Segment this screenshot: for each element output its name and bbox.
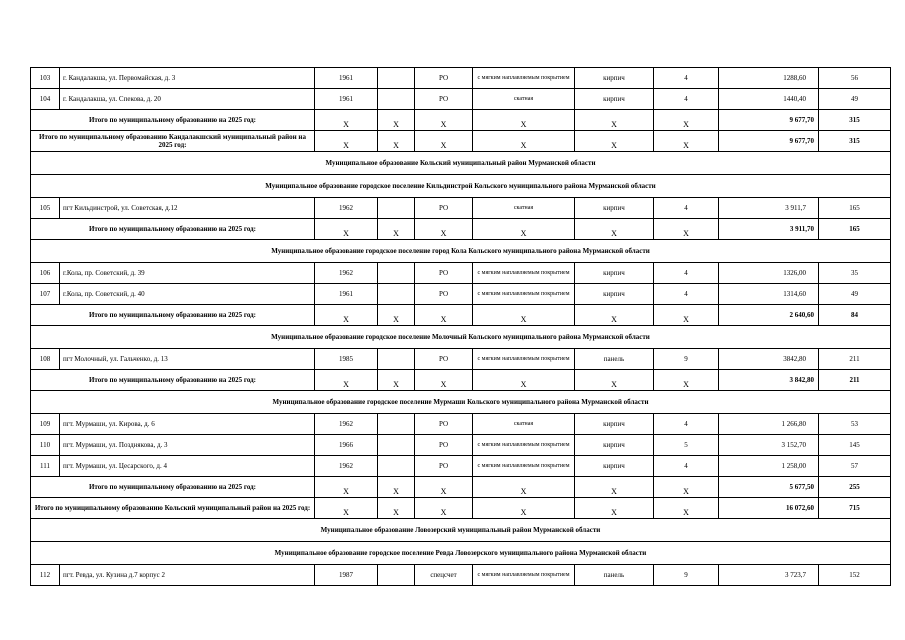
count-cell: 145 bbox=[819, 435, 891, 456]
x-mark-cell: Х bbox=[315, 131, 378, 152]
area-cell: 3 152,70 bbox=[719, 435, 819, 456]
x-mark-cell: Х bbox=[415, 477, 473, 498]
x-mark-cell: Х bbox=[473, 110, 575, 131]
x-mark-cell: Х bbox=[315, 110, 378, 131]
row-number-cell: 108 bbox=[31, 349, 60, 370]
x-mark-cell: Х bbox=[415, 370, 473, 391]
x-mark-cell: Х bbox=[415, 110, 473, 131]
table-row bbox=[31, 456, 891, 477]
table-row bbox=[31, 198, 891, 219]
year-cell: 1985 bbox=[315, 349, 378, 370]
address-cell: г.Кола, пр. Советский, д. 40 bbox=[60, 284, 315, 305]
total-label-cell: Итого по муниципальному образованию Кольский муниципальный район на 2025 год: bbox=[31, 498, 315, 519]
total-count-cell: 315 bbox=[819, 110, 891, 131]
total-count-cell: 211 bbox=[819, 370, 891, 391]
floors-cell: 4 bbox=[654, 456, 719, 477]
roof-type-cell: скатная bbox=[473, 414, 575, 435]
x-mark-cell: Х bbox=[415, 219, 473, 240]
year-cell: 1987 bbox=[315, 565, 378, 586]
total-row bbox=[31, 110, 891, 131]
x-mark-cell: Х bbox=[315, 305, 378, 326]
row-number-cell: 110 bbox=[31, 435, 60, 456]
address-cell: пгт. Мурмаши, ул. Позднякова, д. 3 bbox=[60, 435, 315, 456]
section-header-row bbox=[31, 326, 891, 349]
section-header-cell: Муниципальное образование городское поселение Ревда Ловозерского муниципального района Мурманской области bbox=[31, 542, 891, 565]
table-row bbox=[31, 284, 891, 305]
total-label-cell: Итого по муниципальному образованию на 2025 год: bbox=[31, 477, 315, 498]
roof-type-cell: с мягким наплавляемым покрытием bbox=[473, 263, 575, 284]
area-cell: 1326,00 bbox=[719, 263, 819, 284]
count-cell: 165 bbox=[819, 198, 891, 219]
x-mark-cell: Х bbox=[575, 370, 654, 391]
address-cell: г. Кандалакша, ул. Спекова, д. 20 bbox=[60, 89, 315, 110]
floors-cell: 4 bbox=[654, 414, 719, 435]
fund-type-cell: РО bbox=[415, 349, 473, 370]
address-cell: пгт Кильдинстрой, ул. Советская, д.12 bbox=[60, 198, 315, 219]
count-cell: 53 bbox=[819, 414, 891, 435]
year-cell: 1962 bbox=[315, 456, 378, 477]
year-cell: 1961 bbox=[315, 284, 378, 305]
total-count-cell: 165 bbox=[819, 219, 891, 240]
x-mark-cell: Х bbox=[654, 110, 719, 131]
empty-cell bbox=[378, 456, 415, 477]
area-cell: 3 723,7 bbox=[719, 565, 819, 586]
x-mark-cell: Х bbox=[654, 498, 719, 519]
x-mark-cell: Х bbox=[575, 477, 654, 498]
table-row bbox=[31, 263, 891, 284]
x-mark-cell: Х bbox=[378, 477, 415, 498]
table-row bbox=[31, 349, 891, 370]
floors-cell: 4 bbox=[654, 263, 719, 284]
housing-register-table bbox=[30, 67, 891, 586]
fund-type-cell: РО bbox=[415, 456, 473, 477]
x-mark-cell: Х bbox=[575, 131, 654, 152]
wall-material-cell: кирпич bbox=[575, 456, 654, 477]
section-header-cell: Муниципальное образование городское поселение город Кола Кольского муниципального района Мурманской области bbox=[31, 240, 891, 263]
x-mark-cell: Х bbox=[378, 305, 415, 326]
wall-material-cell: кирпич bbox=[575, 198, 654, 219]
year-cell: 1962 bbox=[315, 198, 378, 219]
year-cell: 1961 bbox=[315, 89, 378, 110]
section-header-row bbox=[31, 519, 891, 542]
year-cell: 1962 bbox=[315, 414, 378, 435]
total-area-cell: 9 677,70 bbox=[719, 131, 819, 152]
fund-type-cell: РО bbox=[415, 89, 473, 110]
wall-material-cell: кирпич bbox=[575, 435, 654, 456]
floors-cell: 5 bbox=[654, 435, 719, 456]
total-row bbox=[31, 131, 891, 152]
area-cell: 3 911,7 bbox=[719, 198, 819, 219]
total-row bbox=[31, 477, 891, 498]
x-mark-cell: Х bbox=[315, 477, 378, 498]
wall-material-cell: кирпич bbox=[575, 284, 654, 305]
x-mark-cell: Х bbox=[378, 131, 415, 152]
total-label-cell: Итого по муниципальному образованию на 2025 год: bbox=[31, 110, 315, 131]
total-count-cell: 315 bbox=[819, 131, 891, 152]
x-mark-cell: Х bbox=[315, 370, 378, 391]
address-cell: пгт. Мурмаши, ул. Кирова, д. 6 bbox=[60, 414, 315, 435]
x-mark-cell: Х bbox=[415, 305, 473, 326]
address-cell: пгт. Мурмаши, ул. Цесарского, д. 4 bbox=[60, 456, 315, 477]
wall-material-cell: кирпич bbox=[575, 263, 654, 284]
fund-type-cell: РО bbox=[415, 198, 473, 219]
table-row bbox=[31, 68, 891, 89]
address-cell: пгт Молочный, ул. Гальченко, д. 13 bbox=[60, 349, 315, 370]
row-number-cell: 109 bbox=[31, 414, 60, 435]
section-header-row bbox=[31, 542, 891, 565]
roof-type-cell: скатная bbox=[473, 198, 575, 219]
row-number-cell: 104 bbox=[31, 89, 60, 110]
x-mark-cell: Х bbox=[654, 477, 719, 498]
wall-material-cell: панель bbox=[575, 349, 654, 370]
housing-register-sheet bbox=[30, 67, 890, 586]
section-header-cell: Муниципальное образование Кольский муниципальный район Мурманской области bbox=[31, 152, 891, 175]
section-header-row bbox=[31, 391, 891, 414]
roof-type-cell: с мягким наплавляемым покрытием bbox=[473, 435, 575, 456]
area-cell: 1 266,80 bbox=[719, 414, 819, 435]
row-number-cell: 107 bbox=[31, 284, 60, 305]
area-cell: 1 258,00 bbox=[719, 456, 819, 477]
x-mark-cell: Х bbox=[473, 305, 575, 326]
empty-cell bbox=[378, 89, 415, 110]
total-row bbox=[31, 219, 891, 240]
total-label-cell: Итого по муниципальному образованию Кандалакшский муниципальный район на 2025 год: bbox=[31, 131, 315, 152]
fund-type-cell: РО bbox=[415, 435, 473, 456]
address-cell: г. Кандалакша, ул. Первомайская, д. 3 bbox=[60, 68, 315, 89]
count-cell: 35 bbox=[819, 263, 891, 284]
fund-type-cell: РО bbox=[415, 68, 473, 89]
fund-type-cell: РО bbox=[415, 284, 473, 305]
x-mark-cell: Х bbox=[315, 498, 378, 519]
table-body bbox=[31, 68, 891, 586]
count-cell: 152 bbox=[819, 565, 891, 586]
x-mark-cell: Х bbox=[378, 219, 415, 240]
empty-cell bbox=[378, 349, 415, 370]
row-number-cell: 106 bbox=[31, 263, 60, 284]
roof-type-cell: скатная bbox=[473, 89, 575, 110]
roof-type-cell: с мягким наплавляемым покрытием bbox=[473, 456, 575, 477]
row-number-cell: 111 bbox=[31, 456, 60, 477]
x-mark-cell: Х bbox=[575, 110, 654, 131]
section-header-cell: Муниципальное образование Ловозерский муниципальный район Мурманской области bbox=[31, 519, 891, 542]
floors-cell: 4 bbox=[654, 198, 719, 219]
roof-type-cell: с мягким наплавляемым покрытием bbox=[473, 68, 575, 89]
x-mark-cell: Х bbox=[473, 498, 575, 519]
x-mark-cell: Х bbox=[415, 498, 473, 519]
section-header-row bbox=[31, 175, 891, 198]
count-cell: 49 bbox=[819, 89, 891, 110]
empty-cell bbox=[378, 198, 415, 219]
empty-cell bbox=[378, 68, 415, 89]
roof-type-cell: с мягким наплавляемым покрытием bbox=[473, 349, 575, 370]
address-cell: г.Кола, пр. Советский, д. 39 bbox=[60, 263, 315, 284]
x-mark-cell: Х bbox=[473, 477, 575, 498]
total-area-cell: 3 911,70 bbox=[719, 219, 819, 240]
table-row bbox=[31, 565, 891, 586]
area-cell: 1314,60 bbox=[719, 284, 819, 305]
total-label-cell: Итого по муниципальному образованию на 2025 год: bbox=[31, 305, 315, 326]
total-area-cell: 9 677,70 bbox=[719, 110, 819, 131]
x-mark-cell: Х bbox=[575, 305, 654, 326]
x-mark-cell: Х bbox=[575, 498, 654, 519]
total-area-cell: 3 842,80 bbox=[719, 370, 819, 391]
floors-cell: 4 bbox=[654, 68, 719, 89]
row-number-cell: 103 bbox=[31, 68, 60, 89]
wall-material-cell: кирпич bbox=[575, 68, 654, 89]
x-mark-cell: Х bbox=[473, 370, 575, 391]
x-mark-cell: Х bbox=[654, 131, 719, 152]
count-cell: 57 bbox=[819, 456, 891, 477]
count-cell: 49 bbox=[819, 284, 891, 305]
x-mark-cell: Х bbox=[378, 498, 415, 519]
empty-cell bbox=[378, 435, 415, 456]
count-cell: 56 bbox=[819, 68, 891, 89]
row-number-cell: 112 bbox=[31, 565, 60, 586]
wall-material-cell: кирпич bbox=[575, 414, 654, 435]
total-label-cell: Итого по муниципальному образованию на 2025 год: bbox=[31, 219, 315, 240]
total-count-cell: 84 bbox=[819, 305, 891, 326]
x-mark-cell: Х bbox=[473, 219, 575, 240]
x-mark-cell: Х bbox=[654, 305, 719, 326]
total-label-cell: Итого по муниципальному образованию на 2025 год: bbox=[31, 370, 315, 391]
x-mark-cell: Х bbox=[315, 219, 378, 240]
empty-cell bbox=[378, 284, 415, 305]
floors-cell: 9 bbox=[654, 565, 719, 586]
row-number-cell: 105 bbox=[31, 198, 60, 219]
year-cell: 1966 bbox=[315, 435, 378, 456]
x-mark-cell: Х bbox=[575, 219, 654, 240]
section-header-cell: Муниципальное образование городское поселение Мурмаши Кольского муниципального района Мурманской области bbox=[31, 391, 891, 414]
x-mark-cell: Х bbox=[378, 110, 415, 131]
floors-cell: 4 bbox=[654, 89, 719, 110]
x-mark-cell: Х bbox=[378, 370, 415, 391]
section-header-cell: Муниципальное образование городское поселение Кильдинстрой Кольского муниципального района Мурманской области bbox=[31, 175, 891, 198]
fund-type-cell: спецсчет bbox=[415, 565, 473, 586]
fund-type-cell: РО bbox=[415, 414, 473, 435]
area-cell: 3842,80 bbox=[719, 349, 819, 370]
total-count-cell: 255 bbox=[819, 477, 891, 498]
area-cell: 1440,40 bbox=[719, 89, 819, 110]
table-row bbox=[31, 435, 891, 456]
total-area-cell: 16 072,60 bbox=[719, 498, 819, 519]
floors-cell: 4 bbox=[654, 284, 719, 305]
x-mark-cell: Х bbox=[654, 219, 719, 240]
area-cell: 1288,60 bbox=[719, 68, 819, 89]
count-cell: 211 bbox=[819, 349, 891, 370]
x-mark-cell: Х bbox=[415, 131, 473, 152]
roof-type-cell: с мягким наплавляемым покрытием bbox=[473, 284, 575, 305]
wall-material-cell: панель bbox=[575, 565, 654, 586]
roof-type-cell: с мягким наплавляемым покрытием bbox=[473, 565, 575, 586]
table-row bbox=[31, 89, 891, 110]
table-row bbox=[31, 414, 891, 435]
total-row bbox=[31, 370, 891, 391]
floors-cell: 9 bbox=[654, 349, 719, 370]
address-cell: пгт. Ревда, ул. Кузина д.7 корпус 2 bbox=[60, 565, 315, 586]
total-count-cell: 715 bbox=[819, 498, 891, 519]
x-mark-cell: Х bbox=[473, 131, 575, 152]
year-cell: 1961 bbox=[315, 68, 378, 89]
empty-cell bbox=[378, 414, 415, 435]
total-area-cell: 2 640,60 bbox=[719, 305, 819, 326]
empty-cell bbox=[378, 263, 415, 284]
section-header-row bbox=[31, 152, 891, 175]
year-cell: 1962 bbox=[315, 263, 378, 284]
x-mark-cell: Х bbox=[654, 370, 719, 391]
empty-cell bbox=[378, 565, 415, 586]
total-row bbox=[31, 498, 891, 519]
total-row bbox=[31, 305, 891, 326]
total-area-cell: 5 677,50 bbox=[719, 477, 819, 498]
section-header-row bbox=[31, 240, 891, 263]
wall-material-cell: кирпич bbox=[575, 89, 654, 110]
fund-type-cell: РО bbox=[415, 263, 473, 284]
section-header-cell: Муниципальное образование городское поселение Молочный Кольского муниципального района Мурманской области bbox=[31, 326, 891, 349]
